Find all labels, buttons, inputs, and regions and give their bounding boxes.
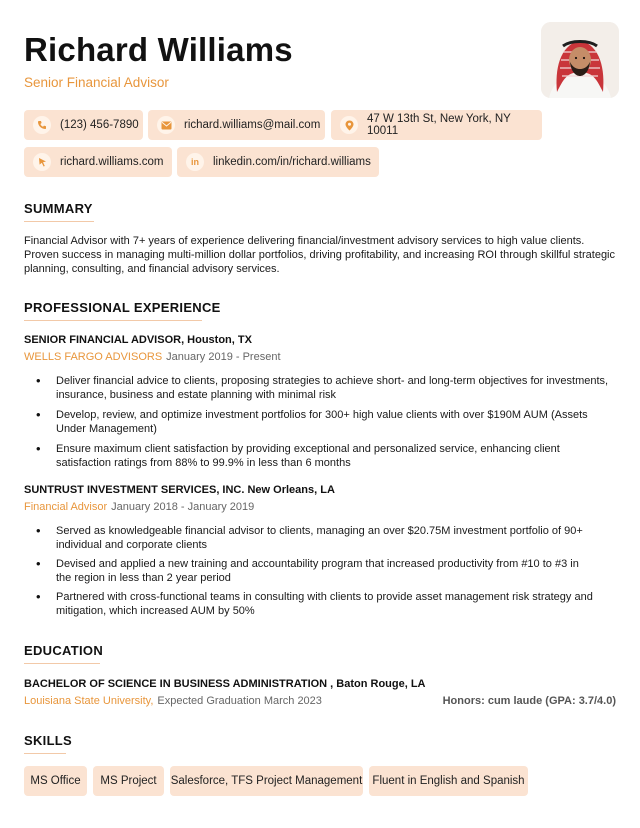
job-bullet: • Devised and applied a new training and accountability program that increased productivity from #10 to #3 in the region in less than 2 year period <box>36 558 596 585</box>
summary-heading: SUMMARY <box>24 201 93 216</box>
graduation-date: Expected Graduation March 2023 <box>157 695 322 707</box>
contact-text: richard.williams@mail.com <box>184 119 321 131</box>
section-divider <box>24 753 66 754</box>
contact-linkedin[interactable] <box>177 147 379 177</box>
job-dates: January 2018 - January 2019 <box>111 501 255 513</box>
experience-heading: PROFESSIONAL EXPERIENCE <box>24 300 221 315</box>
education-meta <box>24 695 322 707</box>
section-divider <box>24 221 94 222</box>
job-bullets <box>36 375 616 470</box>
location-icon <box>340 116 358 134</box>
job-bullet: • Partnered with cross-functional teams in consulting with clients to provide asset management risk strategy and mitigation, which increased AUM by 50% <box>36 591 596 618</box>
job-meta <box>24 351 281 363</box>
job-title: SENIOR FINANCIAL ADVISOR, Houston, TX <box>24 334 252 346</box>
job-employer: Financial Advisor <box>24 501 108 513</box>
job-bullet: • Ensure maximum client satisfaction by providing exceptional and personalized service, enhancing client satisfaction ratings from 88% to 99.9% in less than 6 months <box>36 443 616 470</box>
skill-tag: Salesforce, TFS Project Management <box>170 766 363 796</box>
phone-icon <box>33 116 51 134</box>
skill-tag: MS Project <box>93 766 164 796</box>
candidate-title: Senior Financial Advisor <box>24 75 169 90</box>
summary-text: Financial Advisor with 7+ years of experience delivering financial/investment advisory services to high value clients. Proven success in managing multi-million dollar portfolios, driving profitability, and increasing ROI through skillful strategic planning, consulting, and financial advisory services. <box>24 235 616 275</box>
job-bullet: • Deliver financial advice to clients, proposing strategies to achieve short- and long-term objectives for investments, insurance, business and estate planning with minimal risk <box>36 375 616 402</box>
contact-text: richard.williams.com <box>60 156 164 168</box>
skill-tag: Fluent in English and Spanish <box>369 766 528 796</box>
email-icon <box>157 116 175 134</box>
job-title: SUNTRUST INVESTMENT SERVICES, INC. New Orleans, LA <box>24 484 335 496</box>
honors: Honors: cum laude (GPA: 3.7/4.0) <box>442 695 616 707</box>
job-meta <box>24 501 254 513</box>
section-divider <box>24 320 202 321</box>
contact-address[interactable] <box>331 110 542 140</box>
job-dates: January 2019 - Present <box>166 351 281 363</box>
skill-tag: MS Office <box>24 766 87 796</box>
contact-email[interactable] <box>148 110 325 140</box>
job-employer: WELLS FARGO ADVISORS <box>24 351 163 363</box>
contact-phone[interactable] <box>24 110 143 140</box>
contact-website[interactable] <box>24 147 172 177</box>
school-name: Louisiana State University, <box>24 695 154 707</box>
profile-photo <box>541 22 619 98</box>
degree-title: BACHELOR OF SCIENCE IN BUSINESS ADMINISTRATION , Baton Rouge, LA <box>24 678 426 690</box>
education-heading: EDUCATION <box>24 643 104 658</box>
job-bullet: • Develop, review, and optimize investment portfolios for 300+ high value clients with over $190M AUM (Assets Under Management) <box>36 409 616 436</box>
skills-heading: SKILLS <box>24 733 73 748</box>
job-bullets <box>36 525 596 618</box>
candidate-name: Richard Williams <box>24 31 293 68</box>
linkedin-icon: in <box>186 153 204 171</box>
contact-text: (123) 456-7890 <box>60 119 139 131</box>
contact-text: linkedin.com/in/richard.williams <box>213 156 371 168</box>
section-divider <box>24 663 100 664</box>
website-icon <box>33 153 51 171</box>
contact-text: 47 W 13th St, New York, NY 10011 <box>367 113 511 137</box>
job-bullet: • Served as knowledgeable financial advisor to clients, managing an over $20.75M investment portfolio of 90+ individual and corporate clients <box>36 525 596 552</box>
